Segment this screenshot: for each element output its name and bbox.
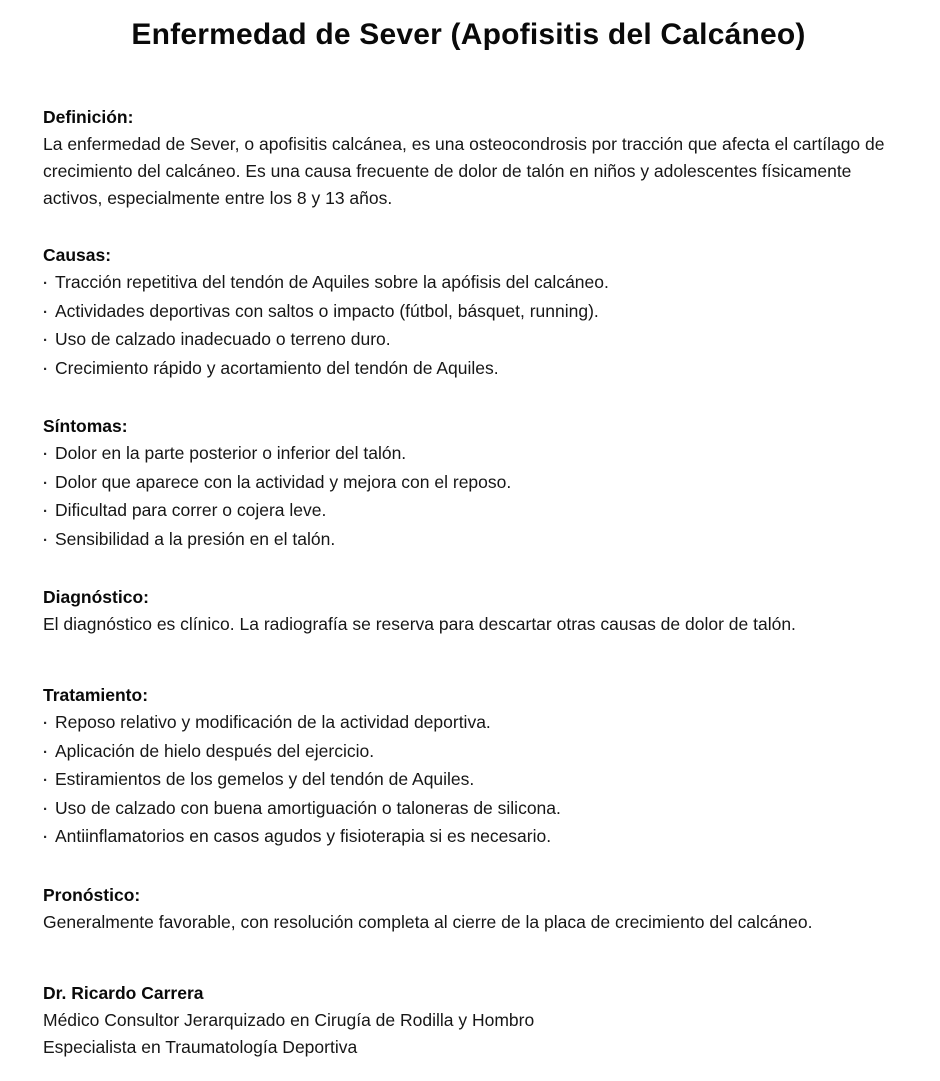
author-name: Dr. Ricardo Carrera	[43, 982, 204, 1003]
list-item-text: Sensibilidad a la presión en el talón.	[55, 528, 336, 549]
bullet-icon: ·	[43, 332, 48, 349]
bullet-icon: ·	[43, 829, 48, 846]
author-title: Médico Consultor Jerarquizado en Cirugía de Rodilla y Hombro	[43, 1009, 535, 1030]
bullet-icon: ·	[43, 303, 48, 321]
list-item-text: Dolor que aparece con la actividad y mejora con el reposo.	[55, 471, 512, 492]
list-item	[43, 766, 894, 795]
section-tratamiento	[43, 682, 894, 852]
list-item	[43, 469, 894, 498]
list-item	[43, 269, 894, 298]
bullet-icon: ·	[43, 715, 48, 732]
bullet-list-causas	[43, 269, 894, 383]
list-item-text: Dolor en la parte posterior o inferior del talón.	[55, 443, 407, 463]
list-item-text: Estiramientos de los gemelos y del tendón de Aquiles.	[55, 769, 475, 789]
section-diagnostico	[43, 584, 894, 638]
section-heading-diagnostico: Diagnóstico:	[43, 587, 149, 607]
section-heading-tratamiento: Tratamiento:	[43, 685, 149, 705]
list-item-text: Uso de calzado con buena amortiguación o taloneras de silicona.	[55, 797, 561, 818]
list-item	[43, 298, 894, 327]
list-item	[43, 326, 894, 355]
section-pronostico	[43, 882, 894, 936]
bullet-icon: ·	[43, 772, 48, 789]
list-item-text: Dificultad para correr o cojera leve.	[55, 500, 327, 520]
bullet-list-sintomas	[43, 440, 894, 554]
signature-block	[43, 980, 894, 1061]
bullet-icon: ·	[43, 531, 48, 549]
list-item-text: Reposo relativo y modificación de la actividad deportiva.	[55, 712, 491, 732]
bullet-icon: ·	[43, 800, 48, 818]
list-item	[43, 497, 894, 526]
bullet-icon: ·	[43, 743, 48, 761]
section-definicion	[43, 104, 894, 212]
bullet-icon: ·	[43, 360, 48, 378]
section-heading-sintomas: Síntomas:	[43, 416, 128, 436]
section-causas	[43, 242, 894, 383]
list-item	[43, 526, 894, 555]
bullet-icon: ·	[43, 446, 48, 463]
section-text-pronostico: Generalmente favorable, con resolución completa al cierre de la placa de crecimiento del calcáneo.	[43, 911, 813, 932]
list-item	[43, 823, 894, 852]
list-item-text: Tracción repetitiva del tendón de Aquiles sobre la apófisis del calcáneo.	[55, 272, 609, 292]
list-item	[43, 709, 894, 738]
list-item	[43, 738, 894, 767]
list-item-text: Uso de calzado inadecuado o terreno duro.	[55, 329, 391, 349]
section-heading-definicion: Definición:	[43, 107, 134, 127]
page-title: Enfermedad de Sever (Apofisitis del Calcáneo)	[131, 18, 806, 51]
bullet-icon: ·	[43, 275, 48, 292]
section-heading-pronostico: Pronóstico:	[43, 884, 141, 905]
section-text-diagnostico: El diagnóstico es clínico. La radiografía se reserva para descartar otras causas de dolor de talón.	[43, 614, 796, 634]
list-item-text: Aplicación de hielo después del ejercicio.	[55, 740, 375, 761]
list-item-text: Antiinflamatorios en casos agudos y fisioterapia si es necesario.	[55, 826, 552, 846]
section-sintomas	[43, 413, 894, 554]
section-heading-causas: Causas:	[43, 245, 112, 265]
list-item	[43, 440, 894, 469]
bullet-list-tratamiento	[43, 709, 894, 852]
bullet-icon: ·	[43, 474, 48, 492]
list-item	[43, 795, 894, 824]
list-item-text: Actividades deportivas con saltos o impacto (fútbol, básquet, running).	[55, 300, 599, 321]
author-specialty: Especialista en Traumatología Deportiva	[43, 1036, 358, 1057]
bullet-icon: ·	[43, 503, 48, 520]
list-item	[43, 355, 894, 384]
list-item-text: Crecimiento rápido y acortamiento del tendón de Aquiles.	[55, 357, 499, 378]
section-text-definicion: La enfermedad de Sever, o apofisitis calcánea, es una osteocondrosis por tracción que afecta el cartílago de crecimiento del calcáneo. Es una causa frecuente de dolor de talón en niños y adolescentes físicamente activos, especialmente entre los 8 y 13 años.	[43, 134, 885, 208]
